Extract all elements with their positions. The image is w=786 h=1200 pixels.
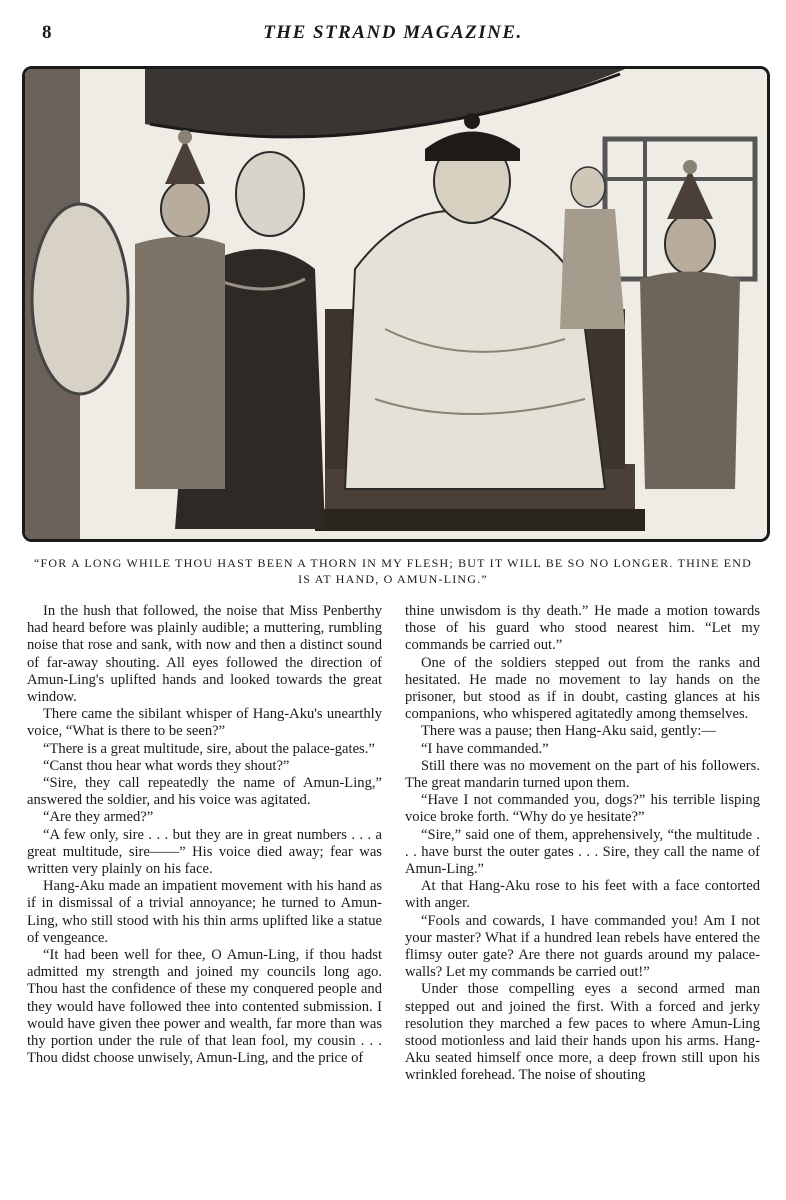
- magazine-title: THE STRAND MAGAZINE.: [263, 22, 523, 43]
- illustration: [22, 66, 770, 542]
- paragraph: “It had been well for thee, O Amun-Ling, if thou hadst admitted my strength and joined my councils long ago. Thou hast the confidence of these my conquered people and they would have followed thee into contented submission. I would have given thee power and wealth, far more than was thy portion under the rule of that lean fool, my cousin . . . Thou didst choose unwisely, Amun-Ling, and the price of: [27, 947, 382, 1067]
- paragraph: “Canst thou hear what words they shout?”: [43, 757, 290, 774]
- paragraph: “There is a great multitude, sire, about the palace-gates.”: [43, 740, 375, 757]
- right-column: [405, 603, 760, 1085]
- paragraph: “Have I not commanded you, dogs?” his terrible lisping voice broke forth. “Why do ye hesitate?”: [405, 792, 760, 826]
- paragraph: Hang-Aku made an impatient movement with his hand as if in dismissal of a trivial annoyance; he turned to Amun-Ling, who still stood with his thin arms uplifted like a statue of vengeance.: [27, 878, 382, 946]
- paragraph: “I have commanded.”: [421, 740, 549, 757]
- paragraph: At that Hang-Aku rose to his feet with a face contorted with anger.: [405, 878, 760, 912]
- paragraph: There came the sibilant whisper of Hang-Aku's unearthly voice, “What is there to be seen?”: [27, 706, 382, 740]
- paragraph: “Fools and cowards, I have commanded you! Am I not your master? What if a hundred lean rebels have entered the flimsy outer gate? Are there not guards around my palace-walls? Let my commands be carried out!”: [405, 912, 760, 981]
- paragraph: “Are they armed?”: [43, 809, 154, 826]
- throne-room-illustration: [25, 69, 767, 539]
- paragraph: There was a pause; then Hang-Aku said, gently:—: [421, 723, 717, 740]
- left-column: [27, 603, 382, 1067]
- page-number: 8: [42, 22, 52, 43]
- paragraph: “Sire,” said one of them, apprehensively, “the multitude . . . have burst the outer gates . . . Sire, they call the name of Amun-Ling.”: [405, 826, 760, 878]
- paragraph: “Sire, they call repeatedly the name of Amun-Ling,” answered the soldier, and his voice was agitated.: [27, 775, 382, 809]
- paragraph: Still there was no movement on the part of his followers. The great mandarin turned upon them.: [405, 757, 760, 792]
- paragraph: Under those compelling eyes a second armed man stepped out and joined the first. With a forced and jerky resolution they marched a few paces to where Amun-Ling stood motionless and laid their hands upon his arms. Hang-Aku seated himself once more, a deep frown still upon his wrinkled forehead. The noise of shouting: [405, 981, 760, 1084]
- paragraph: In the hush that followed, the noise that Miss Penberthy had heard before was plainly audible; a muttering, rumbling noise that rose and sank, with now and then a distinct sound of far-away shouting. All eyes followed the direction of Amun-Ling's uplifted hands and looked towards the great window.: [27, 603, 382, 706]
- illustration-caption: “FOR A LONG WHILE THOU HAST BEEN A THORN IN MY FLESH; BUT IT WILL BE SO NO LONGER. THINE END IS AT HAND, O AMUN-LING.”: [33, 556, 753, 586]
- paragraph: thine unwisdom is thy death.” He made a motion towards those of his guard who stood nearest him. “Let my commands be carried out.”: [405, 603, 760, 654]
- paragraph: “A few only, sire . . . but they are in great numbers . . . a great multitude, sire——” His voice died away; fear was written very plainly on his face.: [27, 826, 382, 878]
- page-header: [0, 22, 786, 52]
- paragraph: One of the soldiers stepped out from the ranks and hesitated. He made no movement to lay hands on the prisoner, but stood as if in doubt, casting glances at his companions, who whispered agitatedly among themselves.: [405, 654, 760, 723]
- article-body: [27, 603, 764, 1193]
